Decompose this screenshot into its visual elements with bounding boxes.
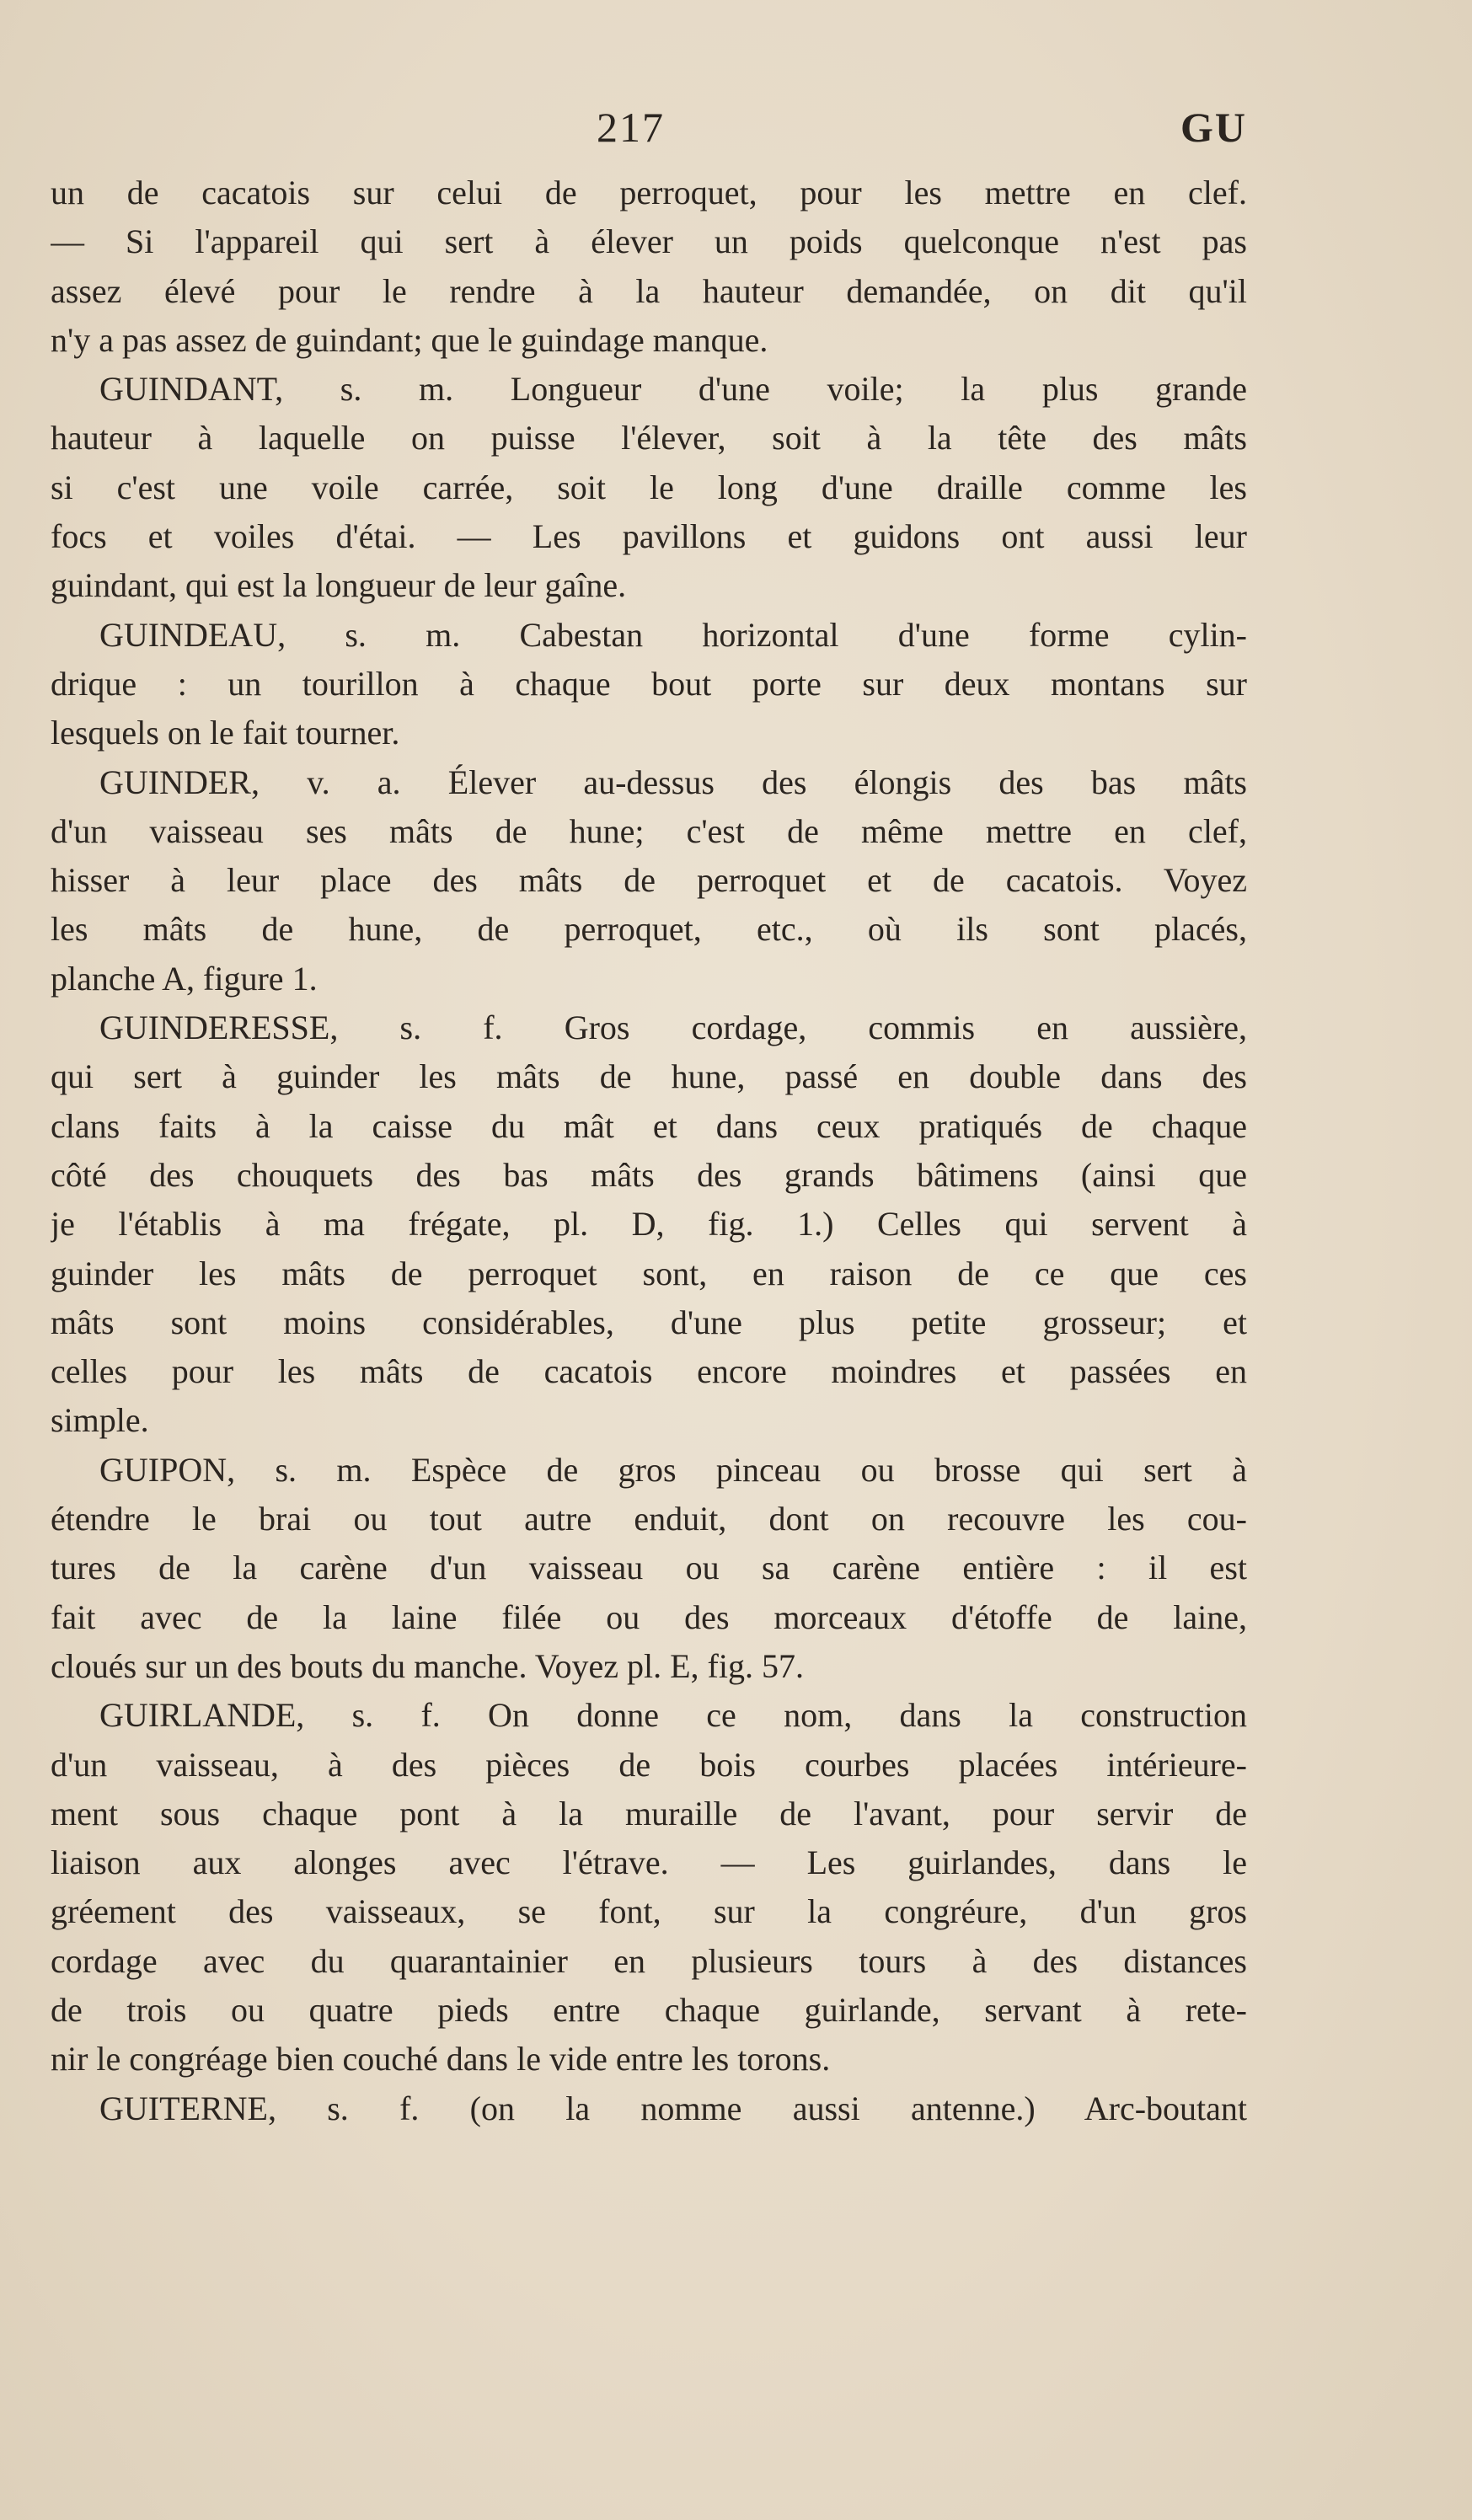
text-line: gréement des vaisseaux, se font, sur la congréure, d'un gros bbox=[51, 1892, 1247, 1931]
text-line: hisser à leur place des mâts de perroquet et de cacatois. Voyez bbox=[51, 861, 1247, 900]
dictionary-text bbox=[51, 169, 1247, 2133]
page-header bbox=[51, 103, 1247, 162]
text-line: GUIRLANDE, s. f. On donne ce nom, dans la construction bbox=[99, 1696, 1247, 1735]
text-line: je l'établis à ma frégate, pl. D, fig. 1.) Celles qui servent à bbox=[51, 1205, 1247, 1244]
text-line: n'y a pas assez de guindant; que le guindage manque. bbox=[51, 320, 768, 359]
text-line: clans faits à la caisse du mât et dans ceux pratiqués de chaque bbox=[51, 1106, 1247, 1145]
text-line: si c'est une voile carrée, soit le long d'une draille comme les bbox=[51, 468, 1247, 506]
running-head: GU bbox=[1180, 104, 1247, 151]
text-line: côté des chouquets des bas mâts des grands bâtimens (ainsi que bbox=[51, 1155, 1247, 1194]
text-line: cloués sur un des bouts du manche. Voyez pl. E, fig. 57. bbox=[51, 1646, 804, 1685]
text-line: assez élevé pour le rendre à la hauteur demandée, on dit qu'il bbox=[51, 271, 1247, 310]
text-line: focs et voiles d'étai. — Les pavillons et guidons ont aussi leur bbox=[51, 517, 1247, 556]
text-line: — Si l'appareil qui sert à élever un poids quelconque n'est pas bbox=[51, 222, 1247, 261]
page-number: 217 bbox=[597, 104, 665, 151]
text-line: les mâts de hune, de perroquet, etc., où ils sont placés, bbox=[51, 910, 1247, 949]
text-line: GUINDERESSE, s. f. Gros cordage, commis en aussière, bbox=[99, 1009, 1247, 1047]
text-line: celles pour les mâts de cacatois encore moindres et passées en bbox=[51, 1352, 1247, 1391]
text-line: guindant, qui est la longueur de leur gaîne. bbox=[51, 566, 627, 605]
text-line: fait avec de la laine filée ou des morceaux d'étoffe de laine, bbox=[51, 1597, 1247, 1636]
text-line: GUINDER, v. a. Élever au-dessus des élongis des bas mâts bbox=[99, 762, 1247, 801]
text-line: étendre le brai ou tout autre enduit, dont on recouvre les cou- bbox=[51, 1500, 1247, 1538]
text-line: de trois ou quatre pieds entre chaque guirlande, servant à rete- bbox=[51, 1990, 1247, 2029]
text-line: simple. bbox=[51, 1401, 149, 1440]
text-line: d'un vaisseau ses mâts de hune; c'est de même mettre en clef, bbox=[51, 811, 1247, 850]
text-line: d'un vaisseau, à des pièces de bois courbes placées intérieure- bbox=[51, 1745, 1247, 1784]
text-line: GUIPON, s. m. Espèce de gros pinceau ou brosse qui sert à bbox=[99, 1450, 1247, 1489]
text-line: GUINDANT, s. m. Longueur d'une voile; la plus grande bbox=[99, 370, 1247, 409]
text-line: mâts sont moins considérables, d'une plus petite grosseur; et bbox=[51, 1303, 1247, 1341]
text-line: liaison aux alonges avec l'étrave. — Les guirlandes, dans le bbox=[51, 1843, 1247, 1882]
text-line: tures de la carène d'un vaisseau ou sa carène entière : il est bbox=[51, 1549, 1247, 1587]
text-line: GUINDEAU, s. m. Cabestan horizontal d'une forme cylin- bbox=[99, 615, 1247, 654]
text-line: qui sert à guinder les mâts de hune, passé en double dans des bbox=[51, 1057, 1247, 1096]
text-line: lesquels on le fait tourner. bbox=[51, 714, 400, 752]
text-line: un de cacatois sur celui de perroquet, pour les mettre en clef. bbox=[51, 174, 1247, 211]
text-line: GUITERNE, s. f. (on la nomme aussi antenne.) Arc-boutant bbox=[99, 2089, 1247, 2127]
text-line: drique : un tourillon à chaque bout porte sur deux montans sur bbox=[51, 664, 1247, 703]
text-line: nir le congréage bien couché dans le vide entre les torons. bbox=[51, 2040, 831, 2079]
text-line: ment sous chaque pont à la muraille de l'avant, pour servir de bbox=[51, 1794, 1247, 1832]
text-line: cordage avec du quarantainier en plusieurs tours à des distances bbox=[51, 1941, 1247, 1980]
text-line: guinder les mâts de perroquet sont, en raison de ce que ces bbox=[51, 1254, 1247, 1292]
text-line: planche A, figure 1. bbox=[51, 959, 318, 998]
text-line: hauteur à laquelle on puisse l'élever, soit à la tête des mâts bbox=[51, 419, 1247, 457]
